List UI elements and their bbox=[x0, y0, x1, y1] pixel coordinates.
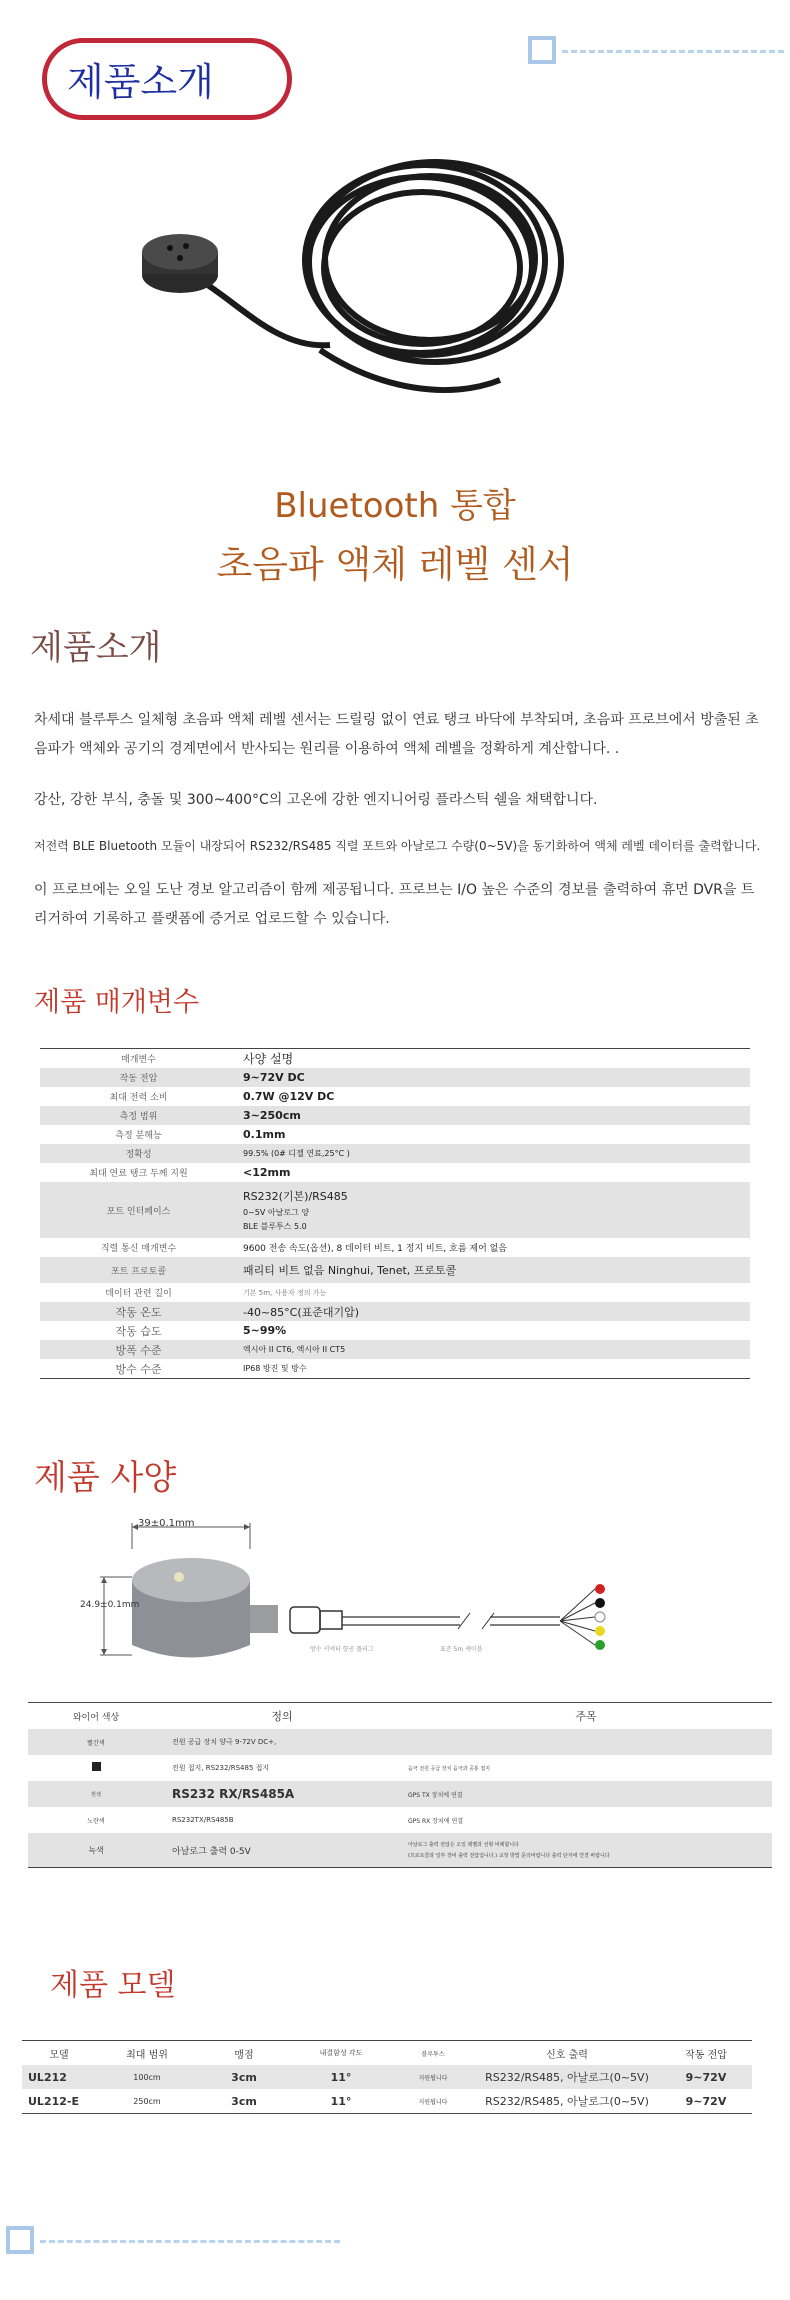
params-row bbox=[40, 1238, 750, 1257]
params-row bbox=[40, 1182, 750, 1238]
wire-color: 녹색 bbox=[28, 1833, 164, 1868]
model-voltage: 9~72V bbox=[660, 2065, 752, 2089]
param-key: 방폭 수준 bbox=[40, 1340, 237, 1359]
param-value: 엑시아 II CT6, 엑시아 II CT5 bbox=[237, 1340, 750, 1359]
wire-note: 음극 전원 공급 장치 음극과 공통 접지 bbox=[408, 1765, 490, 1772]
param-key: 작동 전압 bbox=[40, 1068, 237, 1087]
wiring-header-color: 와이어 색상 bbox=[72, 1712, 120, 1723]
param-key: 작동 온도 bbox=[40, 1302, 237, 1321]
param-key: 포트 인터페이스 bbox=[40, 1182, 237, 1238]
model-voltage: 9~72V bbox=[685, 2094, 727, 2108]
decor-square-top bbox=[528, 36, 556, 64]
wire-color: 노란색 bbox=[87, 1817, 105, 1825]
intro-paragraph-1: 차세대 블루투스 일체형 초음파 액체 레벨 센서는 드릴링 없이 연료 탱크 바닥에 부착되며, 초음파 프로브에서 방출된 초음파가 액체와 공기의 경계면에서 반사되는 원리를 이용하여 액체 레벨을 정확하게 계산합니다. . bbox=[34, 712, 759, 757]
model-name: UL212 bbox=[22, 2065, 96, 2089]
wire-note bbox=[400, 1729, 772, 1755]
param-value-line: 0~5V 아날로그 양 bbox=[243, 1208, 310, 1217]
wiring-row bbox=[28, 1833, 772, 1868]
params-row bbox=[40, 1144, 750, 1163]
intro-heading: 제품소개 bbox=[30, 628, 162, 668]
sensor-dimension-diagram bbox=[80, 1505, 640, 1685]
models-header-cell: 작동 전압 bbox=[685, 2049, 727, 2061]
params-heading: 제품 매개변수 bbox=[34, 987, 200, 1018]
params-row bbox=[40, 1340, 750, 1359]
wiring-row bbox=[28, 1781, 772, 1807]
decor-square-bottom bbox=[6, 2226, 34, 2254]
cable-label-length: 표준 5m 케이블 bbox=[440, 1646, 483, 1653]
param-key: 최대 전력 소비 bbox=[109, 1093, 168, 1103]
wire-note: GPS RX 장치에 연결 bbox=[408, 1817, 464, 1825]
model-blind: 3cm bbox=[198, 2065, 290, 2089]
param-key: 방수 수준 bbox=[115, 1362, 162, 1376]
param-key: 작동 습도 bbox=[115, 1324, 162, 1338]
models-table bbox=[22, 2040, 752, 2114]
models-header-cell: 블루투스 bbox=[421, 2050, 445, 2058]
wire-definition: 전원 공급 장치 양극 9-72V DC+, bbox=[164, 1729, 400, 1755]
model-bluetooth: 지원됩니다 bbox=[392, 2065, 474, 2089]
param-value: -40~85°C(표준대기압) bbox=[237, 1302, 750, 1321]
wire-note-multi bbox=[400, 1833, 772, 1868]
wiring-header-def: 정의 bbox=[271, 1710, 293, 1723]
model-name: UL212-E bbox=[28, 2094, 79, 2108]
spec-heading: 제품 사양 bbox=[34, 1458, 177, 1498]
hero-title-line2: 초음파 액체 레벨 센서 bbox=[216, 543, 574, 586]
wire-definition: 전원 접지, RS232/RS485 접지 bbox=[172, 1764, 270, 1772]
params-row bbox=[40, 1106, 750, 1125]
params-header-value: 사양 설명 bbox=[243, 1052, 294, 1066]
models-header-cell: 맹점 bbox=[234, 2049, 254, 2061]
params-row bbox=[40, 1068, 750, 1087]
param-key: 직렬 통신 매개변수 bbox=[100, 1244, 177, 1254]
dim-width-label: 39±0.1mm bbox=[138, 1518, 195, 1529]
wiring-header-note: 주목 bbox=[575, 1710, 597, 1723]
param-key: 정확성 bbox=[40, 1144, 237, 1163]
banner-pill bbox=[42, 38, 292, 120]
params-header-row bbox=[40, 1049, 750, 1069]
model-signal: RS232/RS485, 아날로그(0~5V) bbox=[474, 2065, 660, 2089]
param-value: 0.7W @12V DC bbox=[243, 1090, 335, 1103]
banner-title: 제품소개 bbox=[67, 60, 214, 104]
models-header-cell: 신호 출력 bbox=[546, 2049, 588, 2061]
wiring-row bbox=[28, 1729, 772, 1755]
param-value: 99.5% (0# 디젤 연료,25°C ) bbox=[237, 1144, 750, 1163]
param-value-line: RS232(기본)/RS485 bbox=[243, 1190, 348, 1203]
wiring-header-row bbox=[28, 1703, 772, 1730]
wire-note: 아날로그 출력 전압은 오일 레벨과 선형 비례합니다 bbox=[408, 1842, 519, 1848]
model-bluetooth: 지원됩니다 bbox=[418, 2098, 448, 2106]
wire-color-cell bbox=[28, 1755, 164, 1781]
decor-dash-top bbox=[562, 50, 784, 53]
models-row bbox=[22, 2065, 752, 2089]
wiring-row bbox=[28, 1807, 772, 1833]
models-header-row bbox=[22, 2041, 752, 2066]
param-value: 5~99% bbox=[243, 1324, 287, 1337]
wire-color: 빨간색 bbox=[28, 1729, 164, 1755]
hero-title-line1: Bluetooth 통합 bbox=[274, 486, 516, 526]
model-signal: RS232/RS485, 아날로그(0~5V) bbox=[485, 2095, 649, 2108]
dim-height-label: 24.9±0.1mm bbox=[80, 1600, 140, 1610]
models-header-cell: 최대 범위 bbox=[126, 2049, 168, 2061]
model-range: 100cm bbox=[96, 2065, 198, 2089]
sensor-cable-photo bbox=[120, 140, 580, 450]
models-header-cell: 모델 bbox=[49, 2049, 69, 2061]
param-value: 패리티 비트 없음 Ninghui, Tenet, 프로토콜 bbox=[237, 1257, 750, 1283]
params-row bbox=[40, 1359, 750, 1379]
param-value: <12mm bbox=[243, 1166, 291, 1179]
params-row bbox=[40, 1125, 750, 1144]
models-header-cell: 내결함성 각도 bbox=[319, 2049, 363, 2057]
param-value: 9600 전송 속도(옵션), 8 데이터 비트, 1 정지 비트, 흐름 제어 없음 bbox=[243, 1244, 508, 1254]
wire-definition: RS232 RX/RS485A bbox=[164, 1781, 400, 1807]
cable-label-connector: 방수 커넥터 항공 플러그 bbox=[310, 1646, 374, 1653]
params-row bbox=[40, 1087, 750, 1106]
param-value: 9~72V DC bbox=[237, 1068, 750, 1087]
wire-note: GPS TX 장치에 연결 bbox=[400, 1781, 772, 1807]
param-value-multi bbox=[237, 1182, 750, 1238]
params-row bbox=[40, 1321, 750, 1340]
intro-paragraph-3: 저전력 BLE Bluetooth 모듈이 내장되어 RS232/RS485 직렬 포트와 아날로그 수량(0~5V)을 동기화하여 액체 레벨 데이터를 출력합니다. bbox=[34, 839, 761, 853]
params-row bbox=[40, 1257, 750, 1283]
params-table bbox=[40, 1048, 750, 1379]
wire-note: (프로토콜과 일부 장비 출력 전압입니다.) 교정 방법 문의바랍니다 출력 단자에 연결 바랍니다 bbox=[408, 1853, 610, 1859]
model-blind: 3cm bbox=[231, 2094, 257, 2108]
intro-paragraph-2: 강산, 강한 부식, 충돌 및 300~400°C의 고온에 강한 엔지니어링 플라스틱 쉘을 채택합니다. bbox=[34, 792, 598, 808]
param-value-line: BLE 블루투스 5.0 bbox=[243, 1222, 307, 1231]
param-value: 3~250cm bbox=[237, 1106, 750, 1125]
param-key: 포트 프로토콜 bbox=[40, 1257, 237, 1283]
models-heading: 제품 모델 bbox=[50, 1968, 176, 2003]
wiring-table bbox=[28, 1702, 772, 1868]
model-angle: 11° bbox=[290, 2065, 392, 2089]
param-key: 최대 연료 탱크 두께 지원 bbox=[89, 1169, 188, 1179]
intro-paragraph-4: 이 프로브에는 오일 도난 경보 알고리즘이 함께 제공됩니다. 프로브는 I/O 높은 수준의 경보를 출력하여 휴먼 DVR을 트리거하여 기록하고 플랫폼에 증거로 업로드할 수 있습니다. bbox=[34, 882, 755, 927]
params-row bbox=[40, 1163, 750, 1182]
param-value: IP68 방진 및 방수 bbox=[243, 1364, 307, 1373]
wire-definition: RS232TX/RS485B bbox=[172, 1816, 234, 1824]
decor-dash-bottom bbox=[40, 2240, 340, 2243]
black-swatch-icon bbox=[92, 1762, 101, 1771]
param-key: 측정 분해능 bbox=[115, 1131, 162, 1141]
models-row bbox=[22, 2089, 752, 2114]
wire-definition: 아날로그 출력 0-5V bbox=[164, 1833, 400, 1868]
param-value: 기본 5m, 사용자 정의 가능 bbox=[243, 1288, 327, 1297]
params-row bbox=[40, 1283, 750, 1302]
model-angle: 11° bbox=[330, 2094, 352, 2108]
wire-color: 흰색 bbox=[28, 1781, 164, 1807]
param-key: 측정 범위 bbox=[40, 1106, 237, 1125]
params-row bbox=[40, 1302, 750, 1321]
param-value: 0.1mm bbox=[243, 1128, 286, 1141]
params-header-key: 매개변수 bbox=[121, 1055, 156, 1065]
param-key: 데이터 관련 길이 bbox=[105, 1289, 172, 1299]
wiring-row bbox=[28, 1755, 772, 1781]
model-range: 250cm bbox=[133, 2096, 161, 2106]
